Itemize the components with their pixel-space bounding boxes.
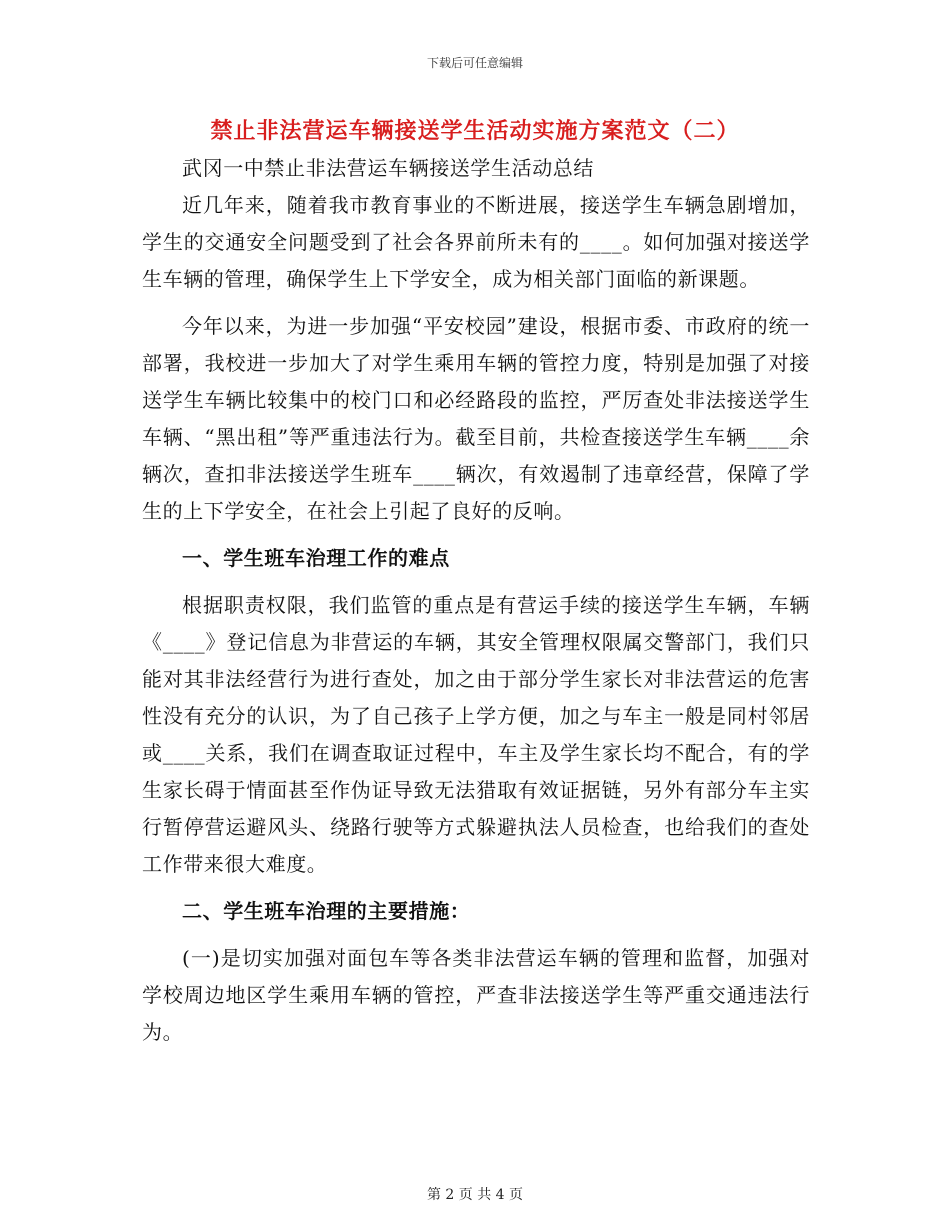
paragraph-progress: 今年以来，为进一步加强“平安校园”建设，根据市委、市政府的统一部署，我校进一步加大了对学生乘用车辆的管控力度，特别是加强了对接送学生车辆比较集中的校门口和必经路段的监控，严厉查处非法接送学生车辆、“黑出租”等严重违法行为。截至目前，共检查接送学生车辆____余辆次，查扣非法接送学生班车____辆次，有效遏制了违章经营，保障了学生的上下学安全，在社会上引起了良好的反响。 xyxy=(142,314,810,523)
page-title: 禁止非法营运车辆接送学生活动实施方案范文（二） xyxy=(210,118,740,144)
document-subtitle: 武冈一中禁止非法营运车辆接送学生活动总结 xyxy=(182,156,594,180)
section-heading-measures: 二、学生班车治理的主要措施： xyxy=(182,899,471,923)
header-note: 下载后可任意编辑 xyxy=(426,56,523,70)
paragraph-difficulties: 根据职责权限，我们监管的重点是有营运手续的接送学生车辆，车辆《____》登记信息为非营运的车辆，其安全管理权限属交警部门，我们只能对其非法经营行为进行查处，加之由于部分学生家长对非法营运的危害性没有充分的认识，为了自己孩子上学方便，加之与车主一般是同村邻居或____关系，我们在调查取证过程中，车主及学生家长均不配合，有的学生家长碍于情面甚至作伪证导致无法猎取有效证据链，另外有部分车主实行暂停营运避风头、绕路行驶等方式躲避执法人员检查，也给我们的查处工作带来很大难度。 xyxy=(142,593,810,876)
paragraph-measure-one: (一)是切实加强对面包车等各类非法营运车辆的管理和监督，加强对学校周边地区学生乘用车辆的管控，严查非法接送学生等严重交通违法行为。 xyxy=(142,946,810,1044)
page-number: 第 2 页 共 4 页 xyxy=(426,1187,524,1203)
document-body xyxy=(142,150,810,1051)
paragraph-intro: 近几年来，随着我市教育事业的不断进展，接送学生车辆急剧增加，学生的交通安全问题受到了社会各界前所未有的____。如何加强对接送学生车辆的管理，确保学生上下学安全，成为相关部门面临的新课题。 xyxy=(142,193,810,291)
section-heading-difficulties: 一、学生班车治理工作的难点 xyxy=(182,546,450,570)
